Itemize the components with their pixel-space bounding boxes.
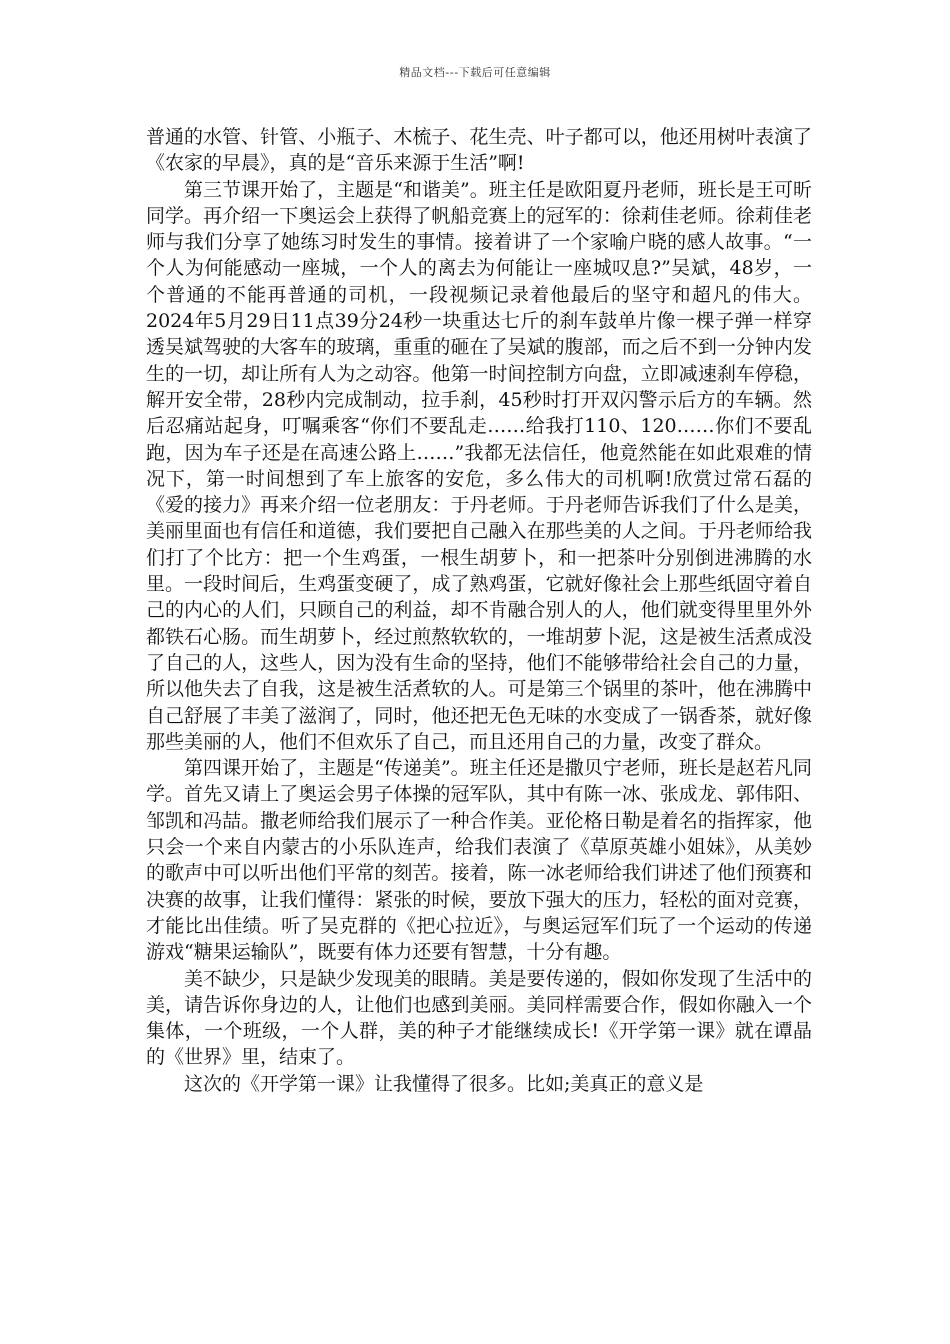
paragraph-lesson-three: 第三节课开始了，主题是“和谐美”。班主任是欧阳夏丹老师，班长是王可昕同学。再介绍一下奥运会上获得了帆船竞赛上的冠军的：徐莉佳老师。徐莉佳老师与我们分享了她练习时发生的事情。接着讲了一个家喻户晓的感人故事。“一个人为何能感动一座城，一个人的离去为何能让一座城叹息?”吴斌，48岁，一个普通的不能再普通的司机，一段视频记录着他最后的坚守和超凡的伟大。2024年5月29日11点39分24秒一块重达七斤的刹车鼓单片像一棵子弹一样穿透吴斌驾驶的大客车的玻璃，重重的砸在了吴斌的腹部，而之后不到一分钟内发生的一切，却让所有人为之动容。他第一时间控制方向盘，立即减速刹车停稳，解开安全带，28秒内完成制动，拉手刹，45秒时打开双闪警示后方的车辆。然后忍痛站起身，叮嘱乘客“你们不要乱走……给我打110、120……你们不要乱跑，因为车子还是在高速公路上……”我都无法信任，他竟然能在如此艰难的情况下，第一时间想到了车上旅客的安危，多么伟大的司机啊!欣赏过常石磊的《爱的接力》再来介绍一位老朋友：于丹老师。于丹老师告诉我们了什么是美，美丽里面也有信任和道德，我们要把自己融入在那些美的人之间。于丹老师给我们打了个比方：把一个生鸡蛋，一根生胡萝卜，和一把茶叶分别倒进沸腾的水里。一段时间后，生鸡蛋变硬了，成了熟鸡蛋，它就好像社会上那些纸固守着自己的内心的人们，只顾自己的利益，却不肯融合别人的人，他们就变得里里外外都铁石心肠。而生胡萝卜，经过煎熬软软的，一堆胡萝卜泥，这是被生活煮成没了自己的人，这些人，因为没有生命的坚持，他们不能够带给社会自己的力量，所以他失去了自我，这是被生活煮软的人。可是第三个锅里的茶叶，他在沸腾中自己舒展了丰美了滋润了，同时，他还把无色无味的水变成了一锅香茶，就好像那些美丽的人，他们不但欢乐了自己，而且还用自己的力量，改变了群众。 [146, 178, 812, 753]
paragraph-beauty-reflection: 美不缺少，只是缺少发现美的眼睛。美是要传递的，假如你发现了生活中的美，请告诉你身边的人，让他们也感到美丽。美同样需要合作，假如你融入一个集体，一个班级，一个人群，美的种子才能继续成长!《开学第一课》就在谭晶的《世界》里，结束了。 [146, 967, 812, 1069]
paragraph-conclusion: 这次的《开学第一课》让我懂得了很多。比如;美真正的意义是 [184, 1072, 704, 1095]
page-header: 精品文档---下载后可任意编辑 [399, 66, 551, 79]
paragraph-continuation: 普通的水管、针管、小瓶子、木梳子、花生壳、叶子都可以，他还用树叶表演了《农家的早晨》，真的是“音乐来源于生活”啊! [146, 126, 812, 175]
paragraph-lesson-four: 第四课开始了，主题是“传递美”。班主任还是撒贝宁老师，班长是赵若凡同学。首先又请上了奥运会男子体操的冠军队，其中有陈一冰、张成龙、郭伟阳、邹凯和冯喆。撒老师给我们展示了一种合作美。亚伦格日勒是着名的指挥家，他只会一个来自内蒙古的小乐队连声，给我们表演了《草原英雄小姐妹》，从美妙的歌声中可以听出他们平常的刻苦。接着，陈一冰老师给我们讲述了他们预赛和决赛的故事，让我们懂得：紧张的时候，要放下强大的压力，轻松的面对竞赛，才能比出佳绩。听了吴克群的《把心拉近》，与奥运冠军们玩了一个运动的传递游戏“糖果运输队”，既要有体力还要有智慧，十分有趣。 [146, 757, 812, 964]
document-body [146, 124, 812, 1097]
